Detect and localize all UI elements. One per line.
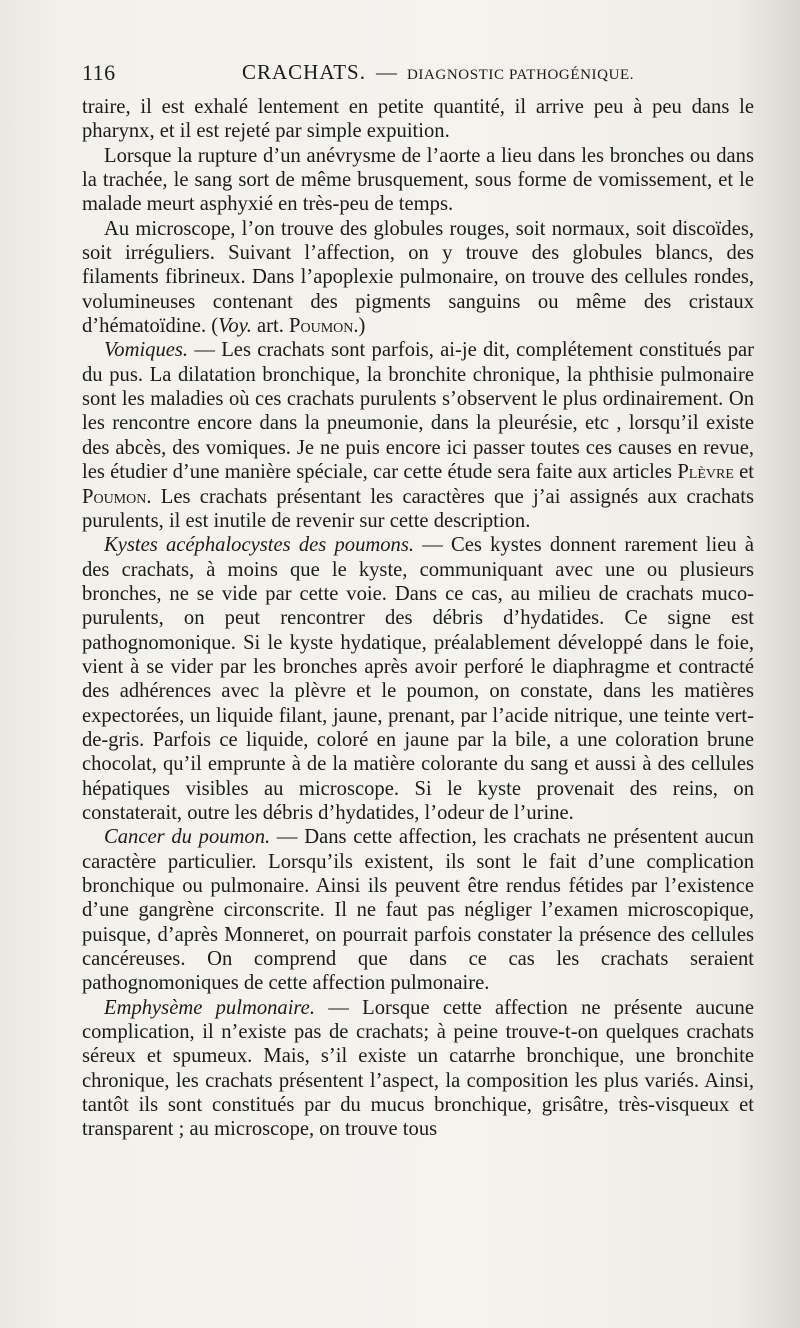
paragraph <box>82 217 754 339</box>
section-lead: Vomiques. <box>104 339 189 362</box>
paragraph-text: Au microscope, l’on trouve des globules rouges, soit normaux, soit discoïdes, soit irréguliers. Suivant l’affection, on y trouve des globules blancs, des filaments fibrineux. Dans l’apoplexie pulmonaire, on trouve des cellules rondes, volumineuses contenant des pigments sanguins ou même des cristaux d’hématoïdine. ( <box>82 217 754 338</box>
section-lead: Emphysème pulmonaire. <box>104 996 315 1019</box>
page-number: 116 <box>82 60 116 85</box>
paragraph-text: traire, il est exhalé lentement en petite quantité, il arrive peu à peu dans le pharynx, et il est rejeté par simple expuition. <box>82 96 754 143</box>
body-text <box>82 95 754 1142</box>
paragraph-text: Lorsque la rupture d’un anévrysme de l’aorte a lieu dans les bronches ou dans la trachée, le sang sort de même brusquement, sous forme de vomissement, et le malade meurt asphyxié en très-peu de temps. <box>82 144 754 216</box>
cross-reference-article: Plèvre <box>677 461 734 484</box>
paragraph <box>82 95 754 144</box>
paragraph <box>82 144 754 217</box>
cross-reference-article: Poumon. <box>289 315 359 338</box>
paragraph-text: — Les crachats sont parfois, ai-je dit, complétement constitués par du pus. La dilatation bronchique, la bronchite chronique, la phthisie pulmonaire sont les maladies où ces crachats purulents s’observent le plus ordinairement. On les rencontre encore dans la pneumonie, dans la pleurésie, etc , lorsqu’il existe des abcès, des vomiques. Je ne puis encore ici passer toutes ces causes en revue, les étudier d’une manière spéciale, car cette étude sera faite aux articles <box>82 339 754 484</box>
paragraph-text-end: Les crachats présentant les caractères que j’ai assignés aux crachats purulents, il est inutile de revenir sur cette description. <box>82 485 754 532</box>
page-header <box>82 60 754 90</box>
cross-reference-voy: Voy. <box>218 315 252 338</box>
paragraph <box>82 825 754 995</box>
paragraph-text-end: ) <box>358 315 366 338</box>
paragraph-text: — Lorsque cette affection ne présente aucune complication, il n’existe pas de crachats; à peine trouve-t-on quelques crachats séreux et spumeux. Mais, s’il existe un catarrhe bronchique, une bronchite chronique, les crachats présentent l’aspect, la composition les plus variés. Ainsi, tantôt ils sont constitués par du mucus bronchique, grisâtre, très-visqueux et transparent ; au microscope, on trouve tous <box>82 996 754 1141</box>
running-head <box>242 60 634 85</box>
paragraph <box>82 533 754 825</box>
paragraph-text: — Dans cette affection, les crachats ne présentent aucun caractère particulier. Lorsqu’ils existent, ils sont le fait d’une complication bronchique ou pulmonaire. Ainsi ils peuvent être rendus fétides par l’existence d’une gangrène circonscrite. Il ne faut pas négliger l’examen microscopique, puisque, d’après Monneret, on pourrait parfois constater la présence des cellules cancéreuses. On comprend que dans ce cas les crachats seraient pathognomoniques de cette affection pulmonaire. <box>82 826 754 995</box>
section-lead: Cancer du poumon. <box>104 826 271 849</box>
paragraph-text: — Ces kystes donnent rarement lieu à des crachats, à moins que le kyste, communiquant avec une ou plusieurs bronches, ne se vide par cette voie. Dans ce cas, au milieu de crachats muco-purulents, on peut rencontrer des débris d’hydatides. Ce signe est pathognomonique. Si le kyste hydatique, préalablement développé dans le foie, vient à se vider par les bronches après avoir perforé le diaphragme et contracté des adhérences avec la plèvre et le poumon, on constate, dans les matières expectorées, un liquide filant, jaune, prenant, par l’acide nitrique, une teinte vert-de-gris. Parfois ce liquide, coloré en jaune par la bile, a une coloration brune chocolat, qu’il emprunte à de la matière colorante du sang et aussi à des cellules hépatiques visibles au microscope. Si le kyste provenait des reins, on constaterait, outre les débris d’hydatides, l’odeur de l’urine. <box>82 534 754 824</box>
cross-reference-article: Poumon. <box>82 485 152 508</box>
running-subtitle: DIAGNOSTIC PATHOGÉNIQUE. <box>406 67 635 83</box>
paragraph-text-mid: et <box>733 461 755 484</box>
section-lead: Kystes acéphalocystes des poumons. <box>104 534 415 557</box>
paragraph <box>82 338 754 533</box>
running-title: CRACHATS. <box>242 60 366 84</box>
running-head-separator: — <box>375 60 397 84</box>
paragraph <box>82 996 754 1142</box>
cross-reference-text: art. <box>251 315 290 338</box>
